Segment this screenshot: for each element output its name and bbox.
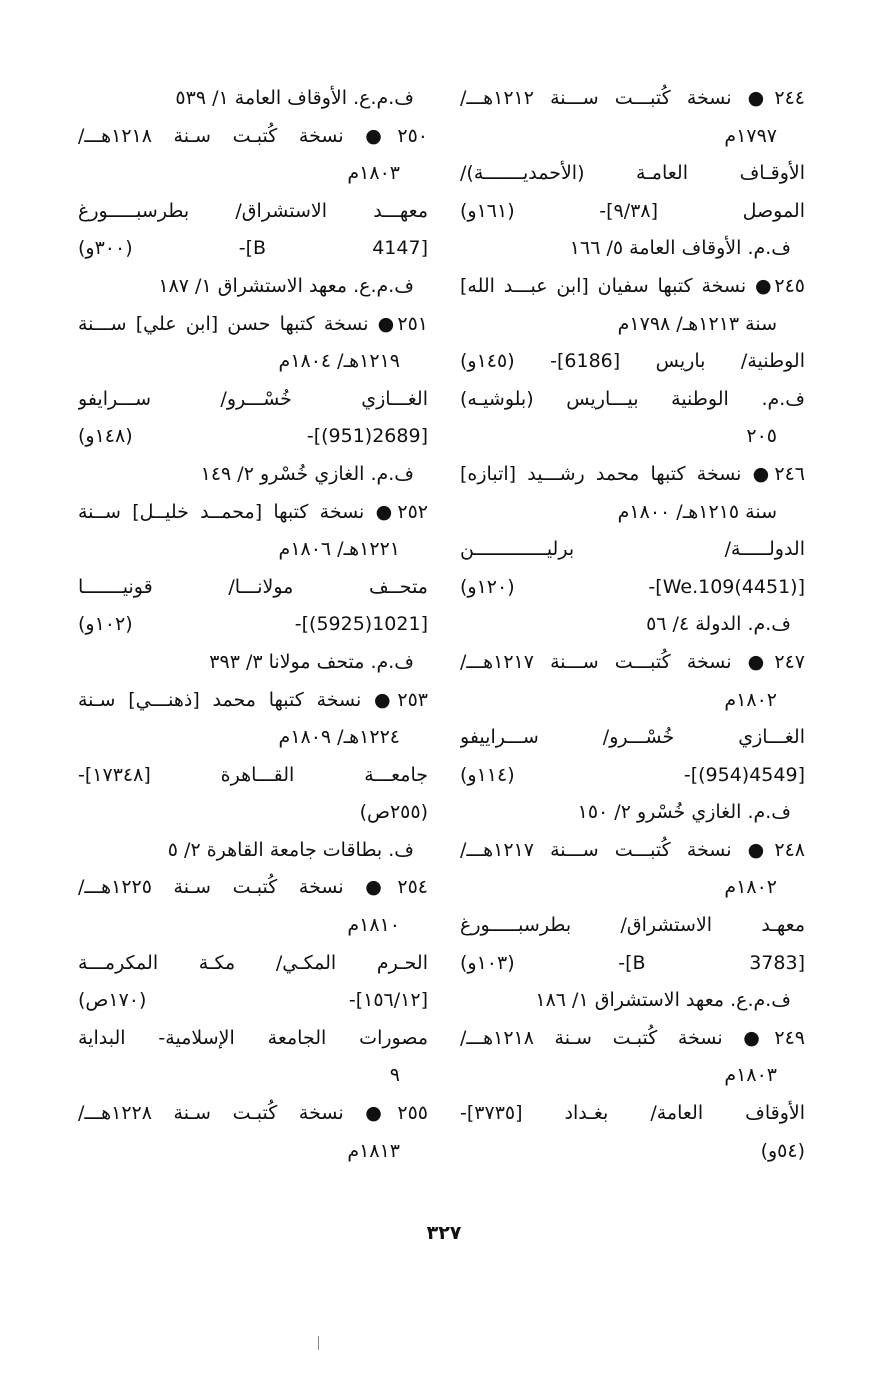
right-column-line: الأوقاف العامة/ بغـداد [٣٧٣٥]- — [460, 1102, 805, 1125]
right-column-line: الأوقـاف العامـة (الأحمديـــــــة)/ — [460, 162, 805, 185]
right-column-line: ف.م. الغازي خُسْرو ٢/ ١٥٠ — [577, 801, 791, 824]
right-column — [460, 80, 805, 1170]
right-column-line: سنة ١٢١٣هـ/ ١٧٩٨م — [617, 312, 777, 335]
left-column-line: جامعـــة القـــاهرة [١٧٣٤٨]- — [78, 763, 428, 786]
left-column-line: متحــف مولانـــا/ قونيـــــــا — [78, 575, 428, 598]
right-column-line: [We.109(4451)]- (١٢٠و) — [460, 575, 805, 598]
right-column-line: [4549(954)]- (١١٤و) — [460, 763, 805, 786]
right-column-line: ٢٠٥ — [746, 425, 777, 448]
right-column-line: ٢٤٨● نسخة كُتبـــت ســـنة ١٢١٧هـــ/ — [460, 838, 805, 861]
left-column-line: الغـــازي خُسْـــرو/ ســـرايفو — [78, 387, 428, 410]
right-column-line: ١٨٠٣م — [724, 1064, 777, 1087]
right-column-line: ف.م. الوطنية بيـــاريس (بلوشيـه) — [460, 387, 805, 410]
left-column-line: ف.م. متحف مولانا ٣/ ٣٩٣ — [209, 650, 414, 673]
left-column-line: ١٨٠٣م — [347, 162, 400, 185]
left-column-line: ف.م. الغازي خُسْرو ٢/ ١٤٩ — [200, 462, 414, 485]
right-column-line: ٢٤٥● نسخة كتبها سفيان [ابن عبـــد الله] — [460, 274, 805, 297]
left-column-line: ٢٥٥● نسخة كُتبـت سـنة ١٢٢٨هـــ/ — [78, 1102, 428, 1125]
left-column-line: ٩ — [389, 1064, 400, 1087]
right-column-line: ف.م.ع. معهد الاستشراق ١/ ١٨٦ — [535, 989, 791, 1012]
left-column-line: ٢٥٣● نسخة كتبها محمد [ذهنـــي] سـنة — [78, 688, 428, 711]
left-column-line: ١٨١٠م — [347, 914, 400, 937]
right-column-line: الغـــازي خُسْـــرو/ ســـراييفو — [460, 726, 805, 749]
left-column-line: ١٢٢١هـ/ ١٨٠٦م — [278, 538, 400, 561]
left-column-line: ٢٥١● نسخة كتبها حسن [ابن علي] ســـنة — [78, 312, 428, 335]
left-column-line: معهـــد الاستشراق/ بطرسبـــــورغ — [78, 199, 428, 222]
left-column-line: ١٨١٣م — [347, 1139, 400, 1162]
scan-mark — [318, 1336, 319, 1350]
left-column-line: [١٥٦/١٢]- (١٧٠ص) — [78, 989, 428, 1012]
left-column-line: ١٢١٩هـ/ ١٨٠٤م — [278, 350, 400, 373]
right-column-line: الموصل [٩/٣٨]- (١٦١و) — [460, 199, 805, 222]
right-column-line: ١٨٠٢م — [724, 876, 777, 899]
left-column-line: ٢٥٤● نسخة كُتبـت سـنة ١٢٢٥هـــ/ — [78, 876, 428, 899]
left-column-line: ٢٥٢● نسخة كتبها [محمــد خليــل] ســنة — [78, 500, 428, 523]
left-column-line: الحـرم المكـي/ مكـة المكرمـــة — [78, 951, 428, 974]
left-column — [78, 80, 428, 1170]
right-column-line: ٢٤٧● نسخة كُتبـــت ســـنة ١٢١٧هـــ/ — [460, 650, 805, 673]
right-column-line: [B 3783]- (١٠٣و) — [460, 951, 805, 974]
left-column-line: مصورات الجامعة الإسلامية- البداية — [78, 1026, 428, 1049]
right-column-line: ١٨٠٢م — [724, 688, 777, 711]
right-column-line: ١٧٩٧م — [724, 124, 777, 147]
left-column-line: [2689(951)]- (١٤٨و) — [78, 425, 428, 448]
right-column-line: ف.م. الأوقاف العامة ٥/ ١٦٦ — [569, 237, 791, 260]
left-column-line: ف.م.ع. الأوقاف العامة ١/ ٥٣٩ — [175, 87, 414, 109]
left-column-line: ف.م.ع. معهد الاستشراق ١/ ١٨٧ — [158, 274, 414, 297]
left-column-line: [1021(5925)]- (١٠٢و) — [78, 613, 428, 636]
right-column-line: ٢٤٤● نسخة كُتبـــت ســـنة ١٢١٢هـــ/ — [460, 87, 805, 109]
right-column-line: الوطنية/ باريس [6186]- (١٤٥و) — [460, 350, 805, 373]
right-column-line: سنة ١٢١٥هـ/ ١٨٠٠م — [617, 500, 777, 523]
left-column-line: [B 4147]- (٣٠٠و) — [78, 237, 428, 260]
right-column-line: ٢٤٩● نسخة كُتبـت سـنة ١٢١٨هـــ/ — [460, 1026, 805, 1049]
right-column-line: ف.م. الدولة ٤/ ٥٦ — [646, 613, 791, 636]
left-column-line: ٢٥٠● نسخة كُتبـت سـنة ١٢١٨هـــ/ — [78, 124, 428, 147]
page-number: ٣٢٧ — [426, 1222, 462, 1244]
right-column-line: الدولـــــة/ برليـــــــــــــن — [460, 538, 805, 561]
left-column-line: ١٢٢٤هـ/ ١٨٠٩م — [278, 726, 400, 749]
left-column-line: (٢٥٥ص) — [359, 801, 428, 824]
right-column-line: ٢٤٦● نسخة كتبها محمد رشـــيد [اتبازه] — [460, 462, 805, 485]
left-column-line: ف. بطاقات جامعة القاهرة ٢/ ٥ — [167, 838, 414, 861]
right-column-line: (٥٤و) — [760, 1139, 805, 1162]
right-column-line: معهـد الاستشراق/ بطرسبـــــورغ — [460, 914, 805, 937]
